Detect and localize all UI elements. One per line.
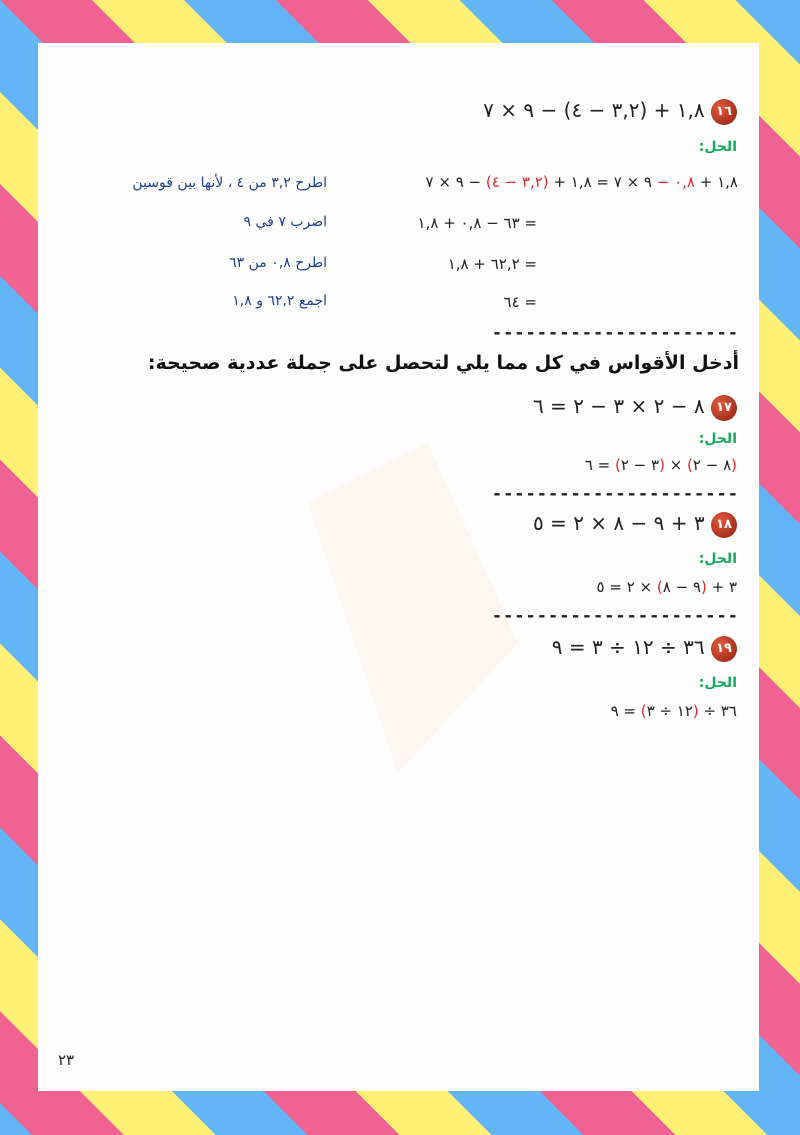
step-1-note: اطرح ٣,٢ من ٤ ، لأنها بين قوسين [132,175,327,191]
page-number: ٢٣ [58,1051,75,1069]
problem-number-badge: ١٩ [711,636,737,662]
step-2-note: اضرب ٧ في ٩ [243,214,327,230]
solution-label: الحل: [698,551,737,567]
problem-17-header [533,394,737,421]
problem-expression: ٨ − ٢ × ٣ − ٢ = ٦ [532,394,705,418]
problem-19-solution: ٣٦ ÷ (١٢ ÷ ٣) = ٩ [610,702,737,720]
problem-expression: ٣ + ٩ − ٨ × ٢ = ٥ [532,511,705,535]
step-4-calc: = ٦٤ [503,293,537,311]
step-3-note: اطرح ٠,٨ من ٦٣ [229,255,327,271]
problem-19-header [552,635,737,662]
problem-expression: ١,٨ + (٣,٢ − ٤) − ٩ × ٧ [483,98,705,122]
page-content [38,43,759,1091]
solution-label: الحل: [698,431,737,447]
problem-expression: ٣٦ ÷ ١٢ ÷ ٣ = ٩ [551,635,705,659]
instruction: أدخل الأقواس في كل مما يلي لتحصل على جملة عددية صحيحة: [147,352,739,374]
solution-label: الحل: [698,139,737,155]
problem-number-badge: ١٨ [711,512,737,538]
problem-16-header [483,98,737,125]
separator: ---------------------- [491,323,739,343]
step-4-note: اجمع ٦٢,٢ و ١,٨ [232,293,327,309]
step-1-calc: ١,٨ + ٠,٨ − ٩ × ٧ = ١,٨ + (٣,٢ − ٤) − ٩ × ٧ [425,173,738,191]
problem-18-solution: ٣ + (٩ − ٨) × ٢ = ٥ [596,578,737,596]
step-3-calc: = ٦٢,٢ + ١,٨ [447,255,537,273]
step-2-calc: = ٦٣ − ٠,٨ + ١,٨ [417,214,537,232]
problem-18-header [533,511,737,538]
solution-label: الحل: [698,675,737,691]
problem-number-badge: ١٧ [711,395,737,421]
separator: ---------------------- [491,484,739,504]
separator: ---------------------- [491,606,739,626]
problem-17-solution: (٨ − ٢) × (٣ − ٢) = ٦ [584,456,737,474]
problem-number-badge: ١٦ [711,99,737,125]
